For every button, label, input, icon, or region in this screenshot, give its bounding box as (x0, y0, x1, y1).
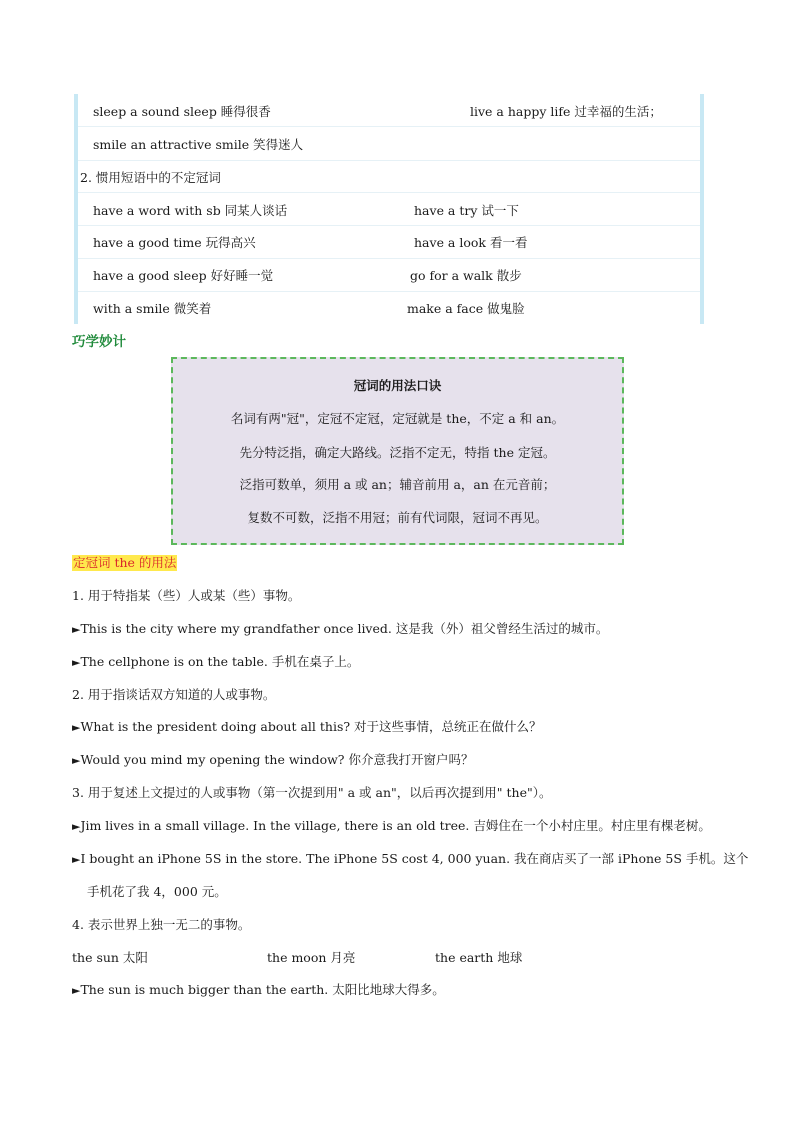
table-cell: sleep a sound sleep 睡得很香 (93, 104, 271, 119)
table-cell: with a smile 微笑着 (93, 301, 212, 316)
table-cell: smile an attractive smile 笑得迷人 (93, 137, 304, 152)
mnemonic-box (171, 357, 624, 545)
mnemonic-title: 冠词的用法口诀 (353, 378, 442, 393)
row-divider (78, 225, 700, 226)
example-line: ►The cellphone is on the table. 手机在桌子上。 (72, 654, 360, 669)
table-cell: have a good time 玩得高兴 (93, 235, 256, 250)
example-line: ►Would you mind my opening the window? 你介意我打开窗户吗？ (72, 752, 474, 767)
bullet-triangle-icon: ► (72, 754, 81, 767)
section-heading: 2. 惯用短语中的不定冠词 (80, 170, 221, 185)
unique-thing: the earth 地球 (435, 950, 523, 965)
bullet-triangle-icon: ► (72, 721, 81, 734)
row-divider (78, 291, 700, 292)
bullet-triangle-icon: ► (72, 623, 81, 636)
tips-heading: 巧学妙计 (72, 334, 126, 350)
example-line: ►This is the city where my grandfather once lived. 这是我（外）祖父曾经生活过的城市。 (72, 621, 609, 636)
unique-thing: the sun 太阳 (72, 950, 148, 965)
example-continuation: 手机花了我 4，000 元。 (87, 884, 227, 899)
mnemonic-line: 复数不可数，泛指不用冠；前有代词限，冠词不再见。 (247, 510, 548, 525)
table-cell: go for a walk 散步 (410, 268, 522, 283)
mnemonic-line: 泛指可数单，须用 a 或 an；辅音前用 a，an 在元音前； (239, 477, 556, 492)
section-title: 定冠词 the 的用法 (73, 555, 177, 570)
table-cell: make a face 做鬼脸 (407, 301, 525, 316)
rule-point: 2. 用于指谈话双方知道的人或事物。 (72, 687, 276, 702)
row-divider (78, 192, 700, 193)
mnemonic-line: 名词有两"冠"，定冠不定冠，定冠就是 the，不定 a 和 an。 (230, 411, 565, 426)
example-line: ►The sun is much bigger than the earth. 太阳比地球大得多。 (72, 982, 445, 997)
table-cell: have a look 看一看 (414, 235, 528, 250)
mnemonic-line: 先分特泛指，确定大路线。泛指不定无，特指 the 定冠。 (239, 445, 556, 460)
table-cell: have a try 试一下 (414, 203, 519, 218)
example-line: ►Jim lives in a small village. In the village, there is an old tree. 吉姆住在一个小村庄里。村庄里有棵老树。 (72, 818, 711, 833)
rule-point: 4. 表示世界上独一无二的事物。 (72, 917, 251, 932)
row-divider (78, 258, 700, 259)
example-line: ►What is the president doing about all this? 对于这些事情，总统正在做什么？ (72, 719, 542, 734)
bullet-triangle-icon: ► (72, 820, 81, 833)
unique-thing: the moon 月亮 (267, 950, 356, 965)
table-cell: have a word with sb 同某人谈话 (93, 203, 288, 218)
row-divider (78, 160, 700, 161)
table-cell: have a good sleep 好好睡一觉 (93, 268, 274, 283)
row-divider (78, 126, 700, 127)
rule-point: 1. 用于特指某（些）人或某（些）事物。 (72, 588, 301, 603)
bullet-triangle-icon: ► (72, 853, 81, 866)
bullet-triangle-icon: ► (72, 656, 81, 669)
table-cell: live a happy life 过幸福的生活； (470, 104, 662, 119)
bullet-triangle-icon: ► (72, 984, 81, 997)
example-line: ►I bought an iPhone 5S in the store. The iPhone 5S cost 4, 000 yuan. 我在商店买了一部 iPhone 5S 手机。这个 (72, 851, 749, 866)
rule-point: 3. 用于复述上文提过的人或事物（第一次提到用" a 或 an"，以后再次提到用" the"）。 (72, 785, 552, 800)
